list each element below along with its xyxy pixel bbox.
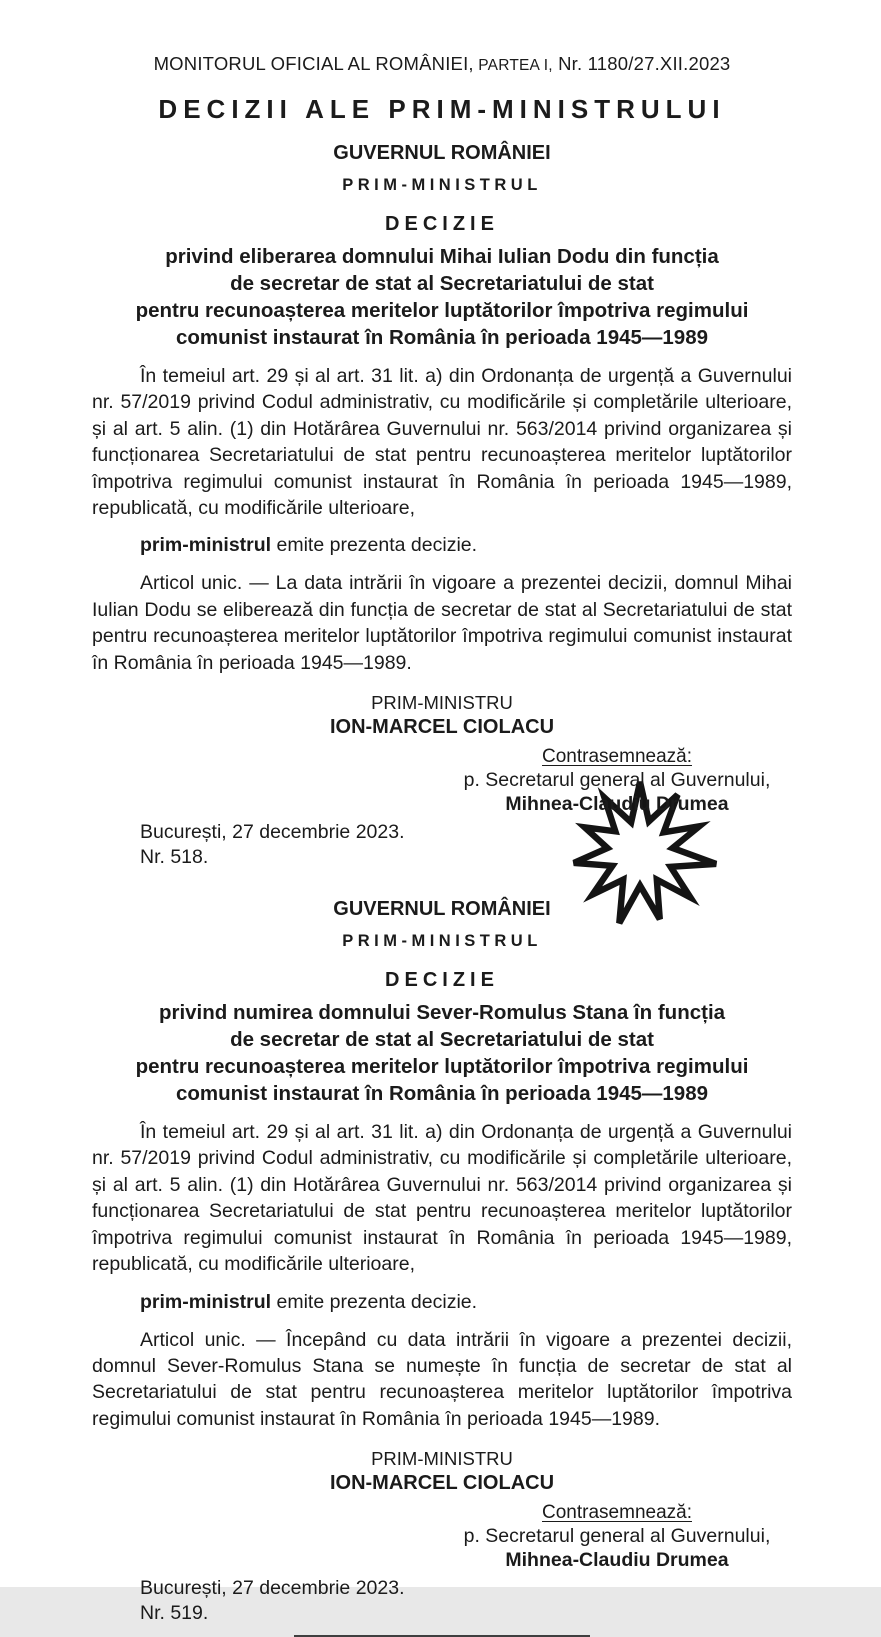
decision-title-line: comunist instaurat în România în perioada 1945—1989 (175, 1082, 709, 1106)
countersign-role: p. Secretarul general al Guvernului, (463, 769, 771, 792)
issuance-number: Nr. 518. (140, 846, 209, 869)
decision-title-line: privind numirea domnului Sever-Romulus Stana în funcția (158, 1001, 726, 1025)
issuer-line: GUVERNUL ROMÂNIEI (333, 898, 551, 921)
decision-title (92, 999, 792, 1107)
journal-part: PARTEA I, (473, 57, 553, 74)
journal-issue-number: Nr. 1180/27.XII.2023 (552, 53, 731, 74)
preamble-paragraph: În temeiul art. 29 și al art. 31 lit. a) din Ordonanța de urgență a Guvernului nr. 57/2019 privind Codul administrativ, cu modificările și completările ulterioare, și al art. 5 alin. (1) din Hotărârea Guvernului nr. 563/2014 privind organizarea și funcționarea Secretariatului de stat pentru recunoașterea meritelor luptătorilor împotriva regimului comunist instaurat în România în perioada 1945—1989, republicată, cu modificările ulterioare, (92, 1121, 792, 1276)
decision-title-line: comunist instaurat în România în perioada 1945—1989 (175, 326, 709, 349)
pm-name: ION-MARCEL CIOLACU (329, 716, 555, 739)
countersign-name: Mihnea-Claudiu Drumea (505, 793, 729, 816)
section-title: DECIZII ALE PRIM-MINISTRULUI (158, 94, 726, 124)
decision-title-line: de secretar de stat al Secretariatului de stat (230, 1028, 654, 1052)
journal-name: MONITORUL OFICIAL AL ROMÂNIEI, (153, 53, 474, 74)
issuance-place-date: București, 27 decembrie 2023. (140, 1577, 405, 1600)
countersign-label: Contrasemnează: (542, 746, 692, 768)
enacting-formula (92, 532, 792, 558)
countersign-role: p. Secretarul general al Guvernului, (463, 1525, 771, 1548)
decision-title-line: pentru recunoașterea meritelor luptătorilor împotriva regimului (135, 299, 749, 322)
pm-name: ION-MARCEL CIOLACU (329, 1472, 555, 1495)
signature-block (92, 1447, 792, 1496)
journal-header-line (92, 52, 792, 78)
enacting-formula (92, 1289, 792, 1315)
countersign-block (442, 1501, 792, 1572)
article-paragraph: Articol unic. — La data intrării în vigoare a prezentei decizii, domnul Mihai Iulian Dodu se eliberează din funcția de secretar de stat al Secretariatului de stat pentru recunoașterea meritelor luptătorilor împotriva regimului comunist instaurat în România în perioada 1945—1989. (92, 572, 792, 674)
issuer-line: GUVERNUL ROMÂNIEI (333, 142, 551, 164)
enacting-bold: prim-ministrul (140, 534, 272, 557)
decision-title (92, 243, 792, 351)
doc-type-heading: DECIZIE (385, 969, 499, 992)
pm-title: PRIM-MINISTRU (371, 692, 513, 714)
decision-title-line: de secretar de stat al Secretariatului de stat (230, 272, 654, 295)
issuance-block (92, 1576, 792, 1626)
decision-2 (92, 897, 792, 1637)
enacting-bold: prim-ministrul (140, 1290, 272, 1313)
countersign-block (442, 745, 792, 816)
enacting-rest: emite prezenta decizie. (271, 534, 478, 557)
decision-title-line: privind eliberarea domnului Mihai Iulian Dodu din funcția (165, 245, 719, 268)
countersign-label: Contrasemnează: (542, 1502, 692, 1524)
decision-1 (92, 141, 792, 870)
decision-title-line: pentru recunoașterea meritelor luptătorilor împotriva regimului (135, 1055, 749, 1079)
enacting-rest: emite prezenta decizie. (271, 1290, 478, 1313)
preamble-paragraph: În temeiul art. 29 și al art. 31 lit. a) din Ordonanța de urgență a Guvernului nr. 57/2019 privind Codul administrativ, cu modificările și completările ulterioare, și al art. 5 alin. (1) din Hotărârea Guvernului nr. 563/2014 privind organizarea și funcționarea Secretariatului de stat pentru recunoașterea meritelor luptătorilor împotriva regimului comunist instaurat în România în perioada 1945—1989, republicată, cu modificările ulterioare, (92, 365, 792, 520)
pm-title: PRIM-MINISTRU (371, 1448, 513, 1470)
countersign-name: Mihnea-Claudiu Drumea (505, 1549, 729, 1572)
signature-block (92, 691, 792, 740)
article-paragraph: Articol unic. — Începând cu data intrării în vigoare a prezentei decizii, domnul Sever-Romulus Stana se numește în funcția de secretar de stat al Secretariatului de stat pentru recunoașterea meritelor luptătorilor împotriva regimului comunist instaurat în România în perioada 1945—1989. (92, 1328, 792, 1430)
issuance-place-date: București, 27 decembrie 2023. (140, 821, 405, 844)
issuance-number: Nr. 519. (140, 1602, 209, 1625)
issuer-role-line: PRIM-MINISTRUL (342, 932, 542, 951)
issuance-block (92, 820, 792, 870)
issuer-role-line: PRIM-MINISTRUL (342, 176, 542, 194)
page-content (92, 0, 792, 1637)
doc-type-heading: DECIZIE (385, 213, 499, 235)
